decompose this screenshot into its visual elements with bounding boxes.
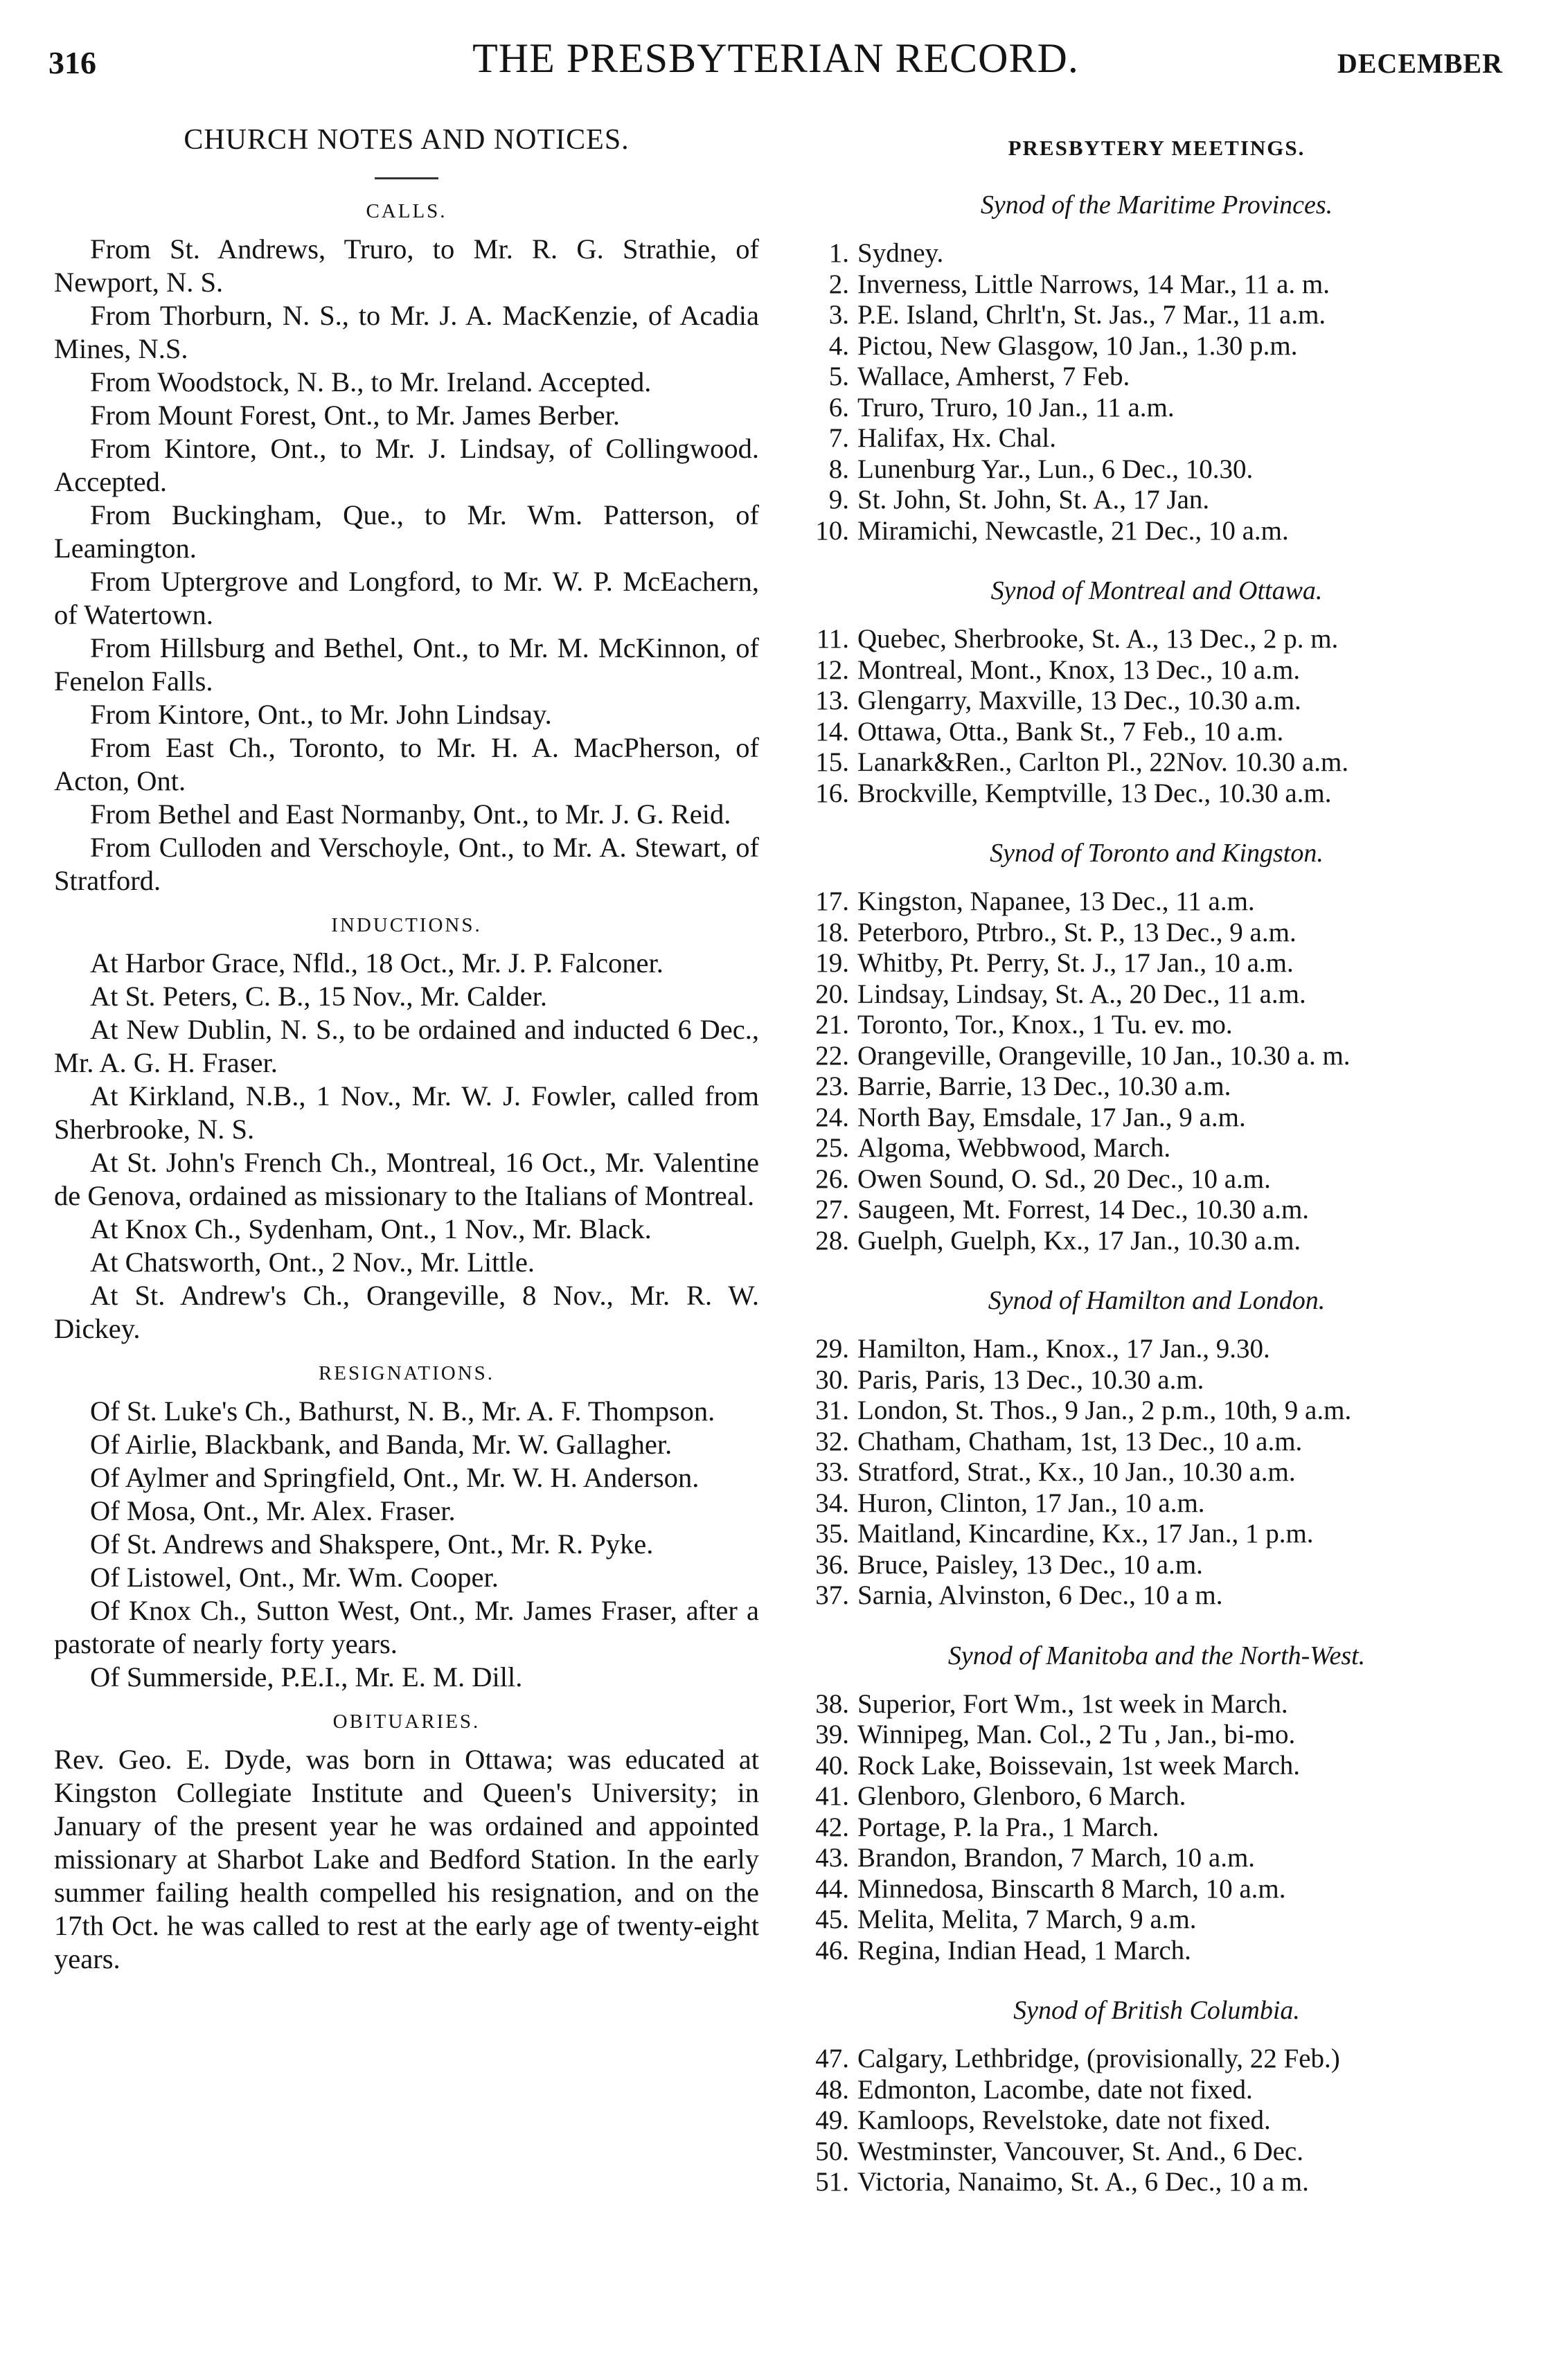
meeting-entry (796, 1427, 1517, 1458)
meeting-number: 24. (815, 1102, 849, 1132)
meeting-number: 7. (828, 423, 849, 453)
meeting-list (796, 886, 1517, 1256)
meeting-entry (796, 393, 1517, 424)
meeting-entry (796, 1751, 1517, 1782)
resignation-notice: Of Knox Ch., Sutton West, Ont., Mr. James Fraser, after a pastorate of nearly forty years. (54, 1595, 759, 1659)
resignation-notice: Of Listowel, Ont., Mr. Wm. Cooper. (90, 1562, 499, 1593)
meeting-details: Lindsay, Lindsay, St. A., 20 Dec., 11 a.m. (857, 979, 1306, 1009)
meeting-entry (796, 1010, 1517, 1041)
meeting-details: Maitland, Kincardine, Kx., 17 Jan., 1 p.m. (857, 1519, 1314, 1549)
meeting-details: Sydney. (857, 238, 944, 268)
meeting-entry (796, 1580, 1517, 1612)
meeting-entry (796, 1334, 1517, 1365)
meeting-details: Minnedosa, Binscarth 8 March, 10 a.m. (857, 1873, 1286, 1904)
meeting-details: Miramichi, Newcastle, 21 Dec., 10 a.m. (857, 515, 1289, 546)
call-notice: From Kintore, Ont., to Mr. J. Lindsay, of Collingwood. Accepted. (54, 433, 759, 497)
synod-heading: Synod of Hamilton and London. (988, 1286, 1326, 1315)
meeting-entry (796, 1071, 1517, 1103)
meeting-number: 12. (815, 654, 849, 685)
meeting-number: 49. (815, 2105, 849, 2135)
calls-list (54, 233, 759, 898)
meeting-number: 15. (815, 747, 849, 777)
meeting-number: 42. (815, 1812, 849, 1842)
meeting-number: 3. (828, 300, 849, 330)
call-notice: From Buckingham, Que., to Mr. Wm. Patterson, of Leamington. (54, 499, 759, 564)
meeting-number: 41. (815, 1781, 849, 1811)
induction-notice: At Knox Ch., Sydenham, Ont., 1 Nov., Mr. Black. (90, 1213, 652, 1244)
meeting-number: 48. (815, 2074, 849, 2105)
call-notice: From Bethel and East Normanby, Ont., to Mr. J. G. Reid. (90, 798, 731, 830)
meeting-entry (796, 886, 1517, 918)
meeting-number: 50. (815, 2136, 849, 2166)
meeting-entry (796, 1874, 1517, 1905)
meeting-details: Westminster, Vancouver, St. And., 6 Dec. (857, 2136, 1303, 2166)
meeting-entry (796, 1488, 1517, 1519)
synods-container (796, 190, 1517, 2198)
meeting-details: Chatham, Chatham, 1st, 13 Dec., 10 a.m. (857, 1426, 1303, 1456)
inductions-list (54, 947, 759, 1346)
meeting-details: Kingston, Napanee, 13 Dec., 11 a.m. (857, 886, 1255, 916)
meeting-entry (796, 747, 1517, 778)
meeting-details: Hamilton, Ham., Knox., 17 Jan., 9.30. (857, 1334, 1270, 1364)
meeting-details: Barrie, Barrie, 13 Dec., 10.30 a.m. (857, 1071, 1231, 1101)
meeting-details: Melita, Melita, 7 March, 9 a.m. (857, 1904, 1197, 1934)
meeting-entry (796, 1936, 1517, 1967)
meeting-details: Algoma, Webbwood, March. (857, 1133, 1171, 1163)
meeting-number: 40. (815, 1750, 849, 1780)
resignation-notice: Of St. Luke's Ch., Bathurst, N. B., Mr. A. F. Thompson. (90, 1395, 715, 1427)
call-notice: From Woodstock, N. B., to Mr. Ireland. Accepted. (90, 366, 652, 398)
meeting-details: Owen Sound, O. Sd., 20 Dec., 10 a.m. (857, 1163, 1271, 1194)
meeting-details: Calgary, Lethbridge, (provisionally, 22 Feb.) (857, 2044, 1340, 2073)
meeting-details: Bruce, Paisley, 13 Dec., 10 a.m. (857, 1549, 1203, 1580)
meeting-entry (796, 1781, 1517, 1812)
meeting-details: Brockville, Kemptville, 13 Dec., 10.30 a.m. (857, 778, 1332, 808)
induction-notice: At New Dublin, N. S., to be ordained and inducted 6 Dec., Mr. A. G. H. Fraser. (54, 1014, 759, 1078)
meeting-number: 5. (828, 362, 849, 391)
meeting-details: Glenboro, Glenboro, 6 March. (857, 1781, 1186, 1811)
meeting-details: Orangeville, Orangeville, 10 Jan., 10.30 a. m. (857, 1040, 1351, 1071)
resignation-notice: Of Mosa, Ont., Mr. Alex. Fraser. (90, 1495, 456, 1526)
meeting-details: Edmonton, Lacombe, date not fixed. (857, 2074, 1253, 2105)
meeting-entry (796, 1720, 1517, 1751)
meeting-details: Huron, Clinton, 17 Jan., 10 a.m. (857, 1488, 1205, 1518)
call-notice: From Culloden and Verschoyle, Ont., to Mr. A. Stewart, of Stratford. (54, 832, 759, 896)
meeting-number: 6. (828, 392, 849, 422)
meeting-entry (796, 1164, 1517, 1195)
meeting-details: Peterboro, Ptrbro., St. P., 13 Dec., 9 a.m. (857, 917, 1297, 947)
meeting-number: 27. (815, 1195, 849, 1224)
presbytery-meetings-title: PRESBYTERY MEETINGS. (1008, 136, 1306, 160)
meeting-details: Inverness, Little Narrows, 14 Mar., 11 a. m. (857, 269, 1330, 299)
meeting-details: Rock Lake, Boissevain, 1st week March. (857, 1750, 1301, 1780)
meeting-number: 25. (815, 1133, 849, 1163)
meeting-details: Ottawa, Otta., Bank St., 7 Feb., 10 a.m. (857, 716, 1284, 747)
meeting-entry (796, 300, 1517, 331)
meeting-details: Lunenburg Yar., Lun., 6 Dec., 10.30. (857, 454, 1254, 484)
meeting-entry (796, 948, 1517, 979)
meeting-details: North Bay, Emsdale, 17 Jan., 9 a.m. (857, 1102, 1246, 1132)
meeting-number: 34. (815, 1488, 849, 1518)
obituaries-heading: OBITUARIES. (332, 1711, 481, 1733)
resignation-notice: Of Airlie, Blackbank, and Banda, Mr. W. Gallagher. (90, 1429, 672, 1460)
call-notice: From Hillsburg and Bethel, Ont., to Mr. M. McKinnon, of Fenelon Falls. (54, 632, 759, 697)
meeting-details: Quebec, Sherbrooke, St. A., 13 Dec., 2 p. m. (857, 624, 1339, 654)
meeting-number: 47. (815, 2044, 849, 2073)
resignation-notice: Of Summerside, P.E.I., Mr. E. M. Dill. (90, 1661, 523, 1693)
meeting-entry (796, 269, 1517, 301)
meeting-number: 28. (815, 1225, 849, 1256)
meeting-number: 30. (815, 1364, 849, 1395)
induction-notice: At St. Andrew's Ch., Orangeville, 8 Nov., Mr. R. W. Dickey. (54, 1280, 759, 1344)
meeting-number: 45. (815, 1904, 849, 1934)
meeting-details: Portage, P. la Pra., 1 March. (857, 1812, 1159, 1842)
synod-heading: Synod of Montreal and Ottawa. (990, 576, 1323, 605)
meeting-details: Lanark&Ren., Carlton Pl., 22Nov. 10.30 a.m. (857, 747, 1349, 777)
meeting-details: Stratford, Strat., Kx., 10 Jan., 10.30 a.m. (857, 1457, 1296, 1487)
meeting-details: Sarnia, Alvinston, 6 Dec., 10 a m. (857, 1580, 1223, 1610)
meeting-entry (796, 624, 1517, 655)
meeting-number: 4. (828, 330, 849, 361)
call-notice: From St. Andrews, Truro, to Mr. R. G. Strathie, of Newport, N. S. (54, 233, 759, 298)
synod-heading: Synod of British Columbia. (1013, 1996, 1300, 2025)
meeting-entry (796, 1550, 1517, 1581)
meeting-number: 51. (815, 2167, 849, 2197)
meeting-entry (796, 2136, 1517, 2168)
call-notice: From Mount Forest, Ont., to Mr. James Berber. (90, 400, 620, 431)
meeting-number: 21. (815, 1010, 849, 1039)
meeting-entry (796, 2075, 1517, 2106)
synod-heading: Synod of Manitoba and the North-West. (947, 1641, 1366, 1670)
meeting-list (796, 1689, 1517, 1967)
induction-notice: At St. Peters, C. B., 15 Nov., Mr. Calder. (90, 981, 548, 1012)
meeting-entry (796, 1365, 1517, 1396)
meeting-number: 26. (815, 1163, 849, 1194)
meeting-details: Wallace, Amherst, 7 Feb. (857, 362, 1130, 391)
induction-notice: At Harbor Grace, Nfld., 18 Oct., Mr. J. P. Falconer. (90, 947, 663, 979)
meeting-details: Saugeen, Mt. Forrest, 14 Dec., 10.30 a.m. (857, 1195, 1310, 1224)
meeting-number: 2. (828, 269, 849, 299)
meeting-details: Paris, Paris, 13 Dec., 10.30 a.m. (857, 1364, 1204, 1395)
synod-heading: Synod of Toronto and Kingston. (990, 839, 1324, 868)
meeting-list (796, 1334, 1517, 1612)
resignations-heading: RESIGNATIONS. (318, 1362, 495, 1384)
meeting-list (796, 238, 1517, 546)
page-number: 316 (48, 45, 96, 80)
induction-notice: At St. John's French Ch., Montreal, 16 Oct., Mr. Valentine de Genova, ordained as missionary to the Italians of Montreal. (54, 1147, 759, 1211)
meeting-number: 32. (815, 1426, 849, 1456)
meeting-details: P.E. Island, Chrlt'n, St. Jas., 7 Mar., 11 a.m. (857, 300, 1326, 330)
meeting-number: 36. (815, 1549, 849, 1580)
meeting-number: 23. (815, 1071, 849, 1101)
issue-month: DECEMBER (1337, 48, 1503, 79)
title-rule (375, 177, 438, 179)
left-column (54, 104, 759, 1976)
meeting-details: Halifax, Hx. Chal. (857, 423, 1057, 453)
meeting-entry (796, 516, 1517, 547)
meeting-entry (796, 485, 1517, 516)
inductions-heading: INDUCTIONS. (331, 914, 482, 936)
induction-notice: At Kirkland, N.B., 1 Nov., Mr. W. J. Fowler, called from Sherbrooke, N. S. (54, 1080, 759, 1145)
meeting-details: Toronto, Tor., Knox., 1 Tu. ev. mo. (857, 1010, 1233, 1039)
right-column (796, 104, 1517, 2198)
meeting-details: Guelph, Guelph, Kx., 17 Jan., 10.30 a.m. (857, 1225, 1301, 1256)
meeting-entry (796, 1843, 1517, 1874)
running-header (48, 35, 1503, 97)
meeting-list (796, 2044, 1517, 2198)
call-notice: From Thorburn, N. S., to Mr. J. A. MacKenzie, of Acadia Mines, N.S. (54, 300, 759, 364)
meeting-entry (796, 1689, 1517, 1720)
meeting-details: Winnipeg, Man. Col., 2 Tu , Jan., bi-mo. (857, 1720, 1296, 1749)
meeting-entry (796, 1133, 1517, 1164)
induction-notice: At Chatsworth, Ont., 2 Nov., Mr. Little. (90, 1247, 535, 1278)
meeting-number: 13. (815, 686, 849, 715)
meeting-details: Kamloops, Revelstoke, date not fixed. (857, 2105, 1271, 2135)
meeting-number: 11. (816, 624, 849, 654)
meeting-number: 22. (815, 1040, 849, 1071)
meeting-number: 18. (815, 917, 849, 947)
meeting-entry (796, 655, 1517, 686)
meeting-entry (796, 331, 1517, 362)
meeting-number: 10. (815, 515, 849, 546)
call-notice: From Uptergrove and Longford, to Mr. W. P. McEachern, of Watertown. (54, 566, 759, 630)
meeting-details: Superior, Fort Wm., 1st week in March. (857, 1688, 1288, 1719)
meeting-entry (796, 454, 1517, 485)
meeting-entry (796, 1195, 1517, 1226)
meeting-number: 43. (815, 1843, 849, 1873)
meeting-entry (796, 1904, 1517, 1936)
meeting-number: 35. (815, 1519, 849, 1549)
meeting-number: 44. (815, 1873, 849, 1904)
meeting-entry (796, 686, 1517, 717)
publication-title: THE PRESBYTERIAN RECORD. (472, 35, 1079, 81)
meeting-number: 17. (815, 886, 849, 916)
meeting-entry (796, 1457, 1517, 1488)
meeting-entry (796, 2044, 1517, 2075)
meeting-number: 39. (815, 1720, 849, 1749)
meeting-details: London, St. Thos., 9 Jan., 2 p.m., 10th, 9 a.m. (857, 1395, 1352, 1425)
resignation-notice: Of Aylmer and Springfield, Ont., Mr. W. H. Anderson. (90, 1462, 700, 1493)
meeting-details: St. John, St. John, St. A., 17 Jan. (857, 485, 1210, 515)
meeting-details: Truro, Truro, 10 Jan., 11 a.m. (857, 392, 1175, 422)
synod-heading: Synod of the Maritime Provinces. (980, 190, 1333, 220)
meeting-number: 31. (815, 1395, 849, 1425)
meeting-number: 46. (815, 1935, 849, 1965)
meeting-number: 37. (815, 1580, 849, 1610)
meeting-entry (796, 717, 1517, 748)
church-notes-title: CHURCH NOTES AND NOTICES. (184, 124, 630, 156)
meeting-entry (796, 2167, 1517, 2198)
meeting-details: Regina, Indian Head, 1 March. (857, 1935, 1191, 1965)
meeting-number: 20. (815, 979, 849, 1009)
meeting-number: 38. (815, 1688, 849, 1719)
meeting-entry (796, 1226, 1517, 1257)
obituary-paragraph: Rev. Geo. E. Dyde, was born in Ottawa; was educated at Kingston Collegiate Institute and Queen's University; in January of the present year he was ordained and appointed missionary at Sharbot Lake and Bedford Station. In the early summer failing health compelled his resignation, and on the 17th Oct. he was called to rest at the early age of twenty-eight years. (54, 1744, 759, 1974)
meeting-list (796, 624, 1517, 809)
meeting-entry (796, 1103, 1517, 1134)
meeting-details: Whitby, Pt. Perry, St. J., 17 Jan., 10 a.m. (857, 948, 1294, 978)
call-notice: From East Ch., Toronto, to Mr. H. A. MacPherson, of Acton, Ont. (54, 732, 759, 796)
call-notice: From Kintore, Ont., to Mr. John Lindsay. (90, 699, 552, 730)
meeting-entry (796, 423, 1517, 454)
meeting-number: 16. (815, 778, 849, 808)
meeting-entry (796, 2105, 1517, 2136)
meeting-entry (796, 238, 1517, 269)
meeting-number: 14. (815, 716, 849, 747)
calls-heading: CALLS. (366, 200, 447, 222)
meeting-entry (796, 1041, 1517, 1072)
meeting-number: 1. (828, 238, 849, 268)
meeting-entry (796, 918, 1517, 949)
meeting-entry (796, 979, 1517, 1010)
meeting-number: 8. (828, 454, 849, 484)
meeting-details: Montreal, Mont., Knox, 13 Dec., 10 a.m. (857, 654, 1301, 685)
meeting-details: Brandon, Brandon, 7 March, 10 a.m. (857, 1843, 1256, 1873)
meeting-number: 29. (815, 1334, 849, 1364)
meeting-number: 19. (815, 948, 849, 978)
resignation-notice: Of St. Andrews and Shakspere, Ont., Mr. R. Pyke. (90, 1528, 654, 1560)
meeting-details: Pictou, New Glasgow, 10 Jan., 1.30 p.m. (857, 330, 1298, 361)
meeting-entry (796, 1812, 1517, 1844)
meeting-entry (796, 1519, 1517, 1550)
meeting-number: 33. (815, 1457, 849, 1487)
meeting-entry (796, 362, 1517, 393)
meeting-number: 9. (828, 485, 849, 515)
meeting-details: Victoria, Nanaimo, St. A., 6 Dec., 10 a m. (857, 2167, 1309, 2197)
meeting-entry (796, 1395, 1517, 1427)
meeting-entry (796, 778, 1517, 810)
resignations-list (54, 1395, 759, 1694)
meeting-details: Glengarry, Maxville, 13 Dec., 10.30 a.m. (857, 686, 1301, 715)
